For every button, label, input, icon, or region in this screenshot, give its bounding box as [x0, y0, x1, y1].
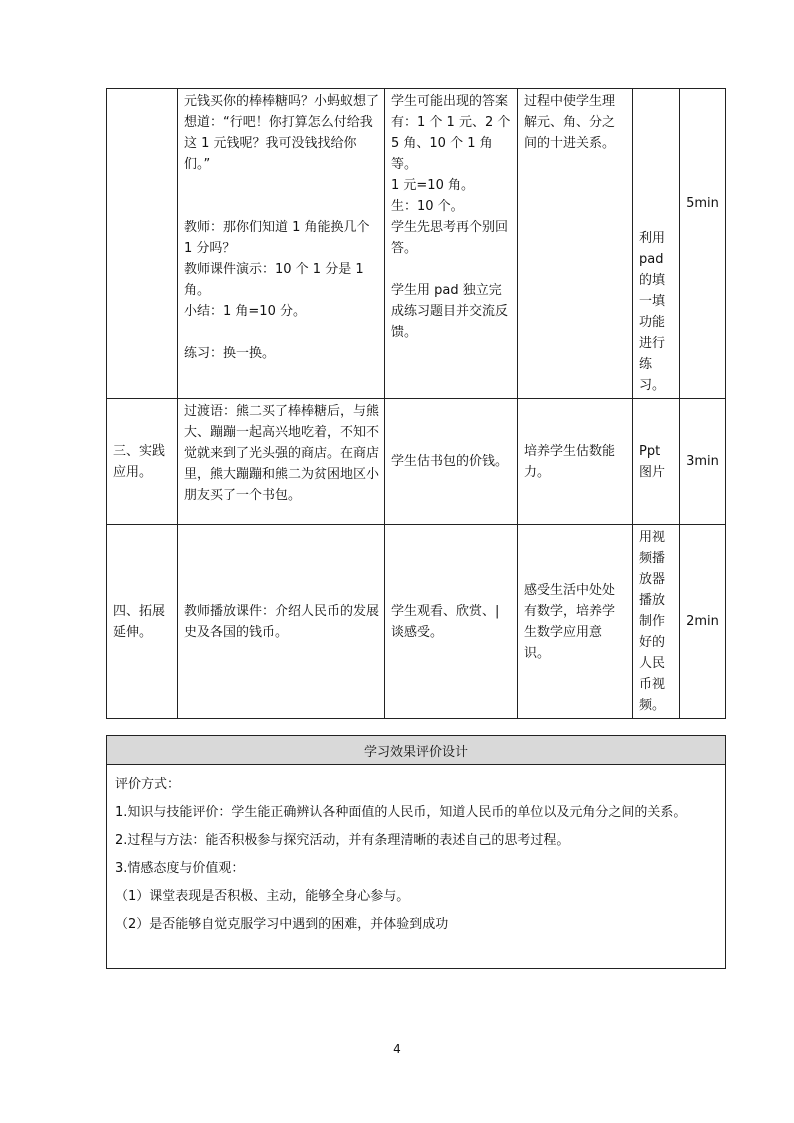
student-text: 生：10 个。 — [391, 199, 464, 214]
teacher-text: 元钱买你的棒棒糖吗？小蚂蚁想了想道：“行吧！你打算怎么付给我这 1 元钱呢？我可没钱找给你们。” — [184, 94, 380, 172]
student-activity-cell — [385, 89, 518, 399]
media-cell: 用视频播放器播放制作好的人民币视频。 — [633, 525, 680, 719]
student-text: 学生可能出现的答案有：1 个 1 元、2 个 5 角、10 个 1 角等。 — [391, 94, 511, 172]
evaluation-table — [106, 735, 726, 969]
design-intent-cell: 感受生活中处处有数学，培养学生数学应用意识。 — [518, 525, 633, 719]
table-row — [107, 399, 726, 525]
teacher-text: 教师课件演示：10 个 1 分是 1 角。 — [184, 262, 364, 298]
student-activity-cell: 学生估书包的价钱。 — [385, 399, 518, 525]
table-row — [107, 525, 726, 719]
evaluation-body — [107, 765, 726, 969]
evaluation-line: 3.情感态度与价值观： — [115, 861, 245, 876]
evaluation-line: 1.知识与技能评价：学生能正确辨认各种面值的人民币，知道人民币的单位以及元角分之间的关系。 — [115, 805, 687, 820]
teacher-activity-cell: 教师播放课件：介绍人民币的发展史及各国的钱币。 — [178, 525, 385, 719]
student-text: 学生先思考再个别回答。 — [391, 220, 509, 256]
teacher-activity-cell: 过渡语：熊二买了棒棒糖后，与熊大、蹦蹦一起高兴地吃着，不知不觉就来到了光头强的商店。在商店里，熊大蹦蹦和熊二为贫困地区小朋友买了一个书包。 — [178, 399, 385, 525]
design-intent-cell: 培养学生估数能力。 — [518, 399, 633, 525]
student-text: 学生用 pad 独立完成练习题目并交流反馈。 — [391, 283, 509, 340]
evaluation-line: （2）是否能够自觉克服学习中遇到的困难，并体验到成功 — [115, 917, 449, 932]
evaluation-title: 学习效果评价设计 — [107, 736, 726, 765]
design-intent-cell: 过程中使学生理解元、角、分之间的十进关系。 — [518, 89, 633, 399]
lesson-process-table — [106, 88, 726, 719]
student-activity-cell: 学生观看、欣赏、|谈感受。 — [385, 525, 518, 719]
media-cell: 利用 pad 的填一填功能进行练习。 — [633, 89, 680, 399]
page-number: 4 — [393, 1042, 401, 1056]
teacher-text: 练习：换一换。 — [184, 346, 276, 361]
stage-cell — [107, 89, 178, 399]
media-cell: Ppt 图片 — [633, 399, 680, 525]
teacher-text: 小结：1 角=10 分。 — [184, 304, 306, 319]
stage-cell: 四、拓展延伸。 — [107, 525, 178, 719]
teacher-activity-cell — [178, 89, 385, 399]
evaluation-line: （1）课堂表现是否积极、主动，能够全身心参与。 — [115, 889, 410, 904]
stage-cell: 三、实践应用。 — [107, 399, 178, 525]
time-cell: 3min — [680, 399, 726, 525]
student-text: 1 元=10 角。 — [391, 178, 474, 193]
time-cell: 5min — [680, 89, 726, 399]
time-cell: 2min — [680, 525, 726, 719]
evaluation-line: 2.过程与方法：能否积极参与探究活动，并有条理清晰的表述自己的思考过程。 — [115, 833, 570, 848]
evaluation-line: 评价方式： — [115, 777, 181, 792]
teacher-text: 教师：那你们知道 1 角能换几个 1 分吗？ — [184, 220, 370, 256]
table-row — [107, 89, 726, 399]
